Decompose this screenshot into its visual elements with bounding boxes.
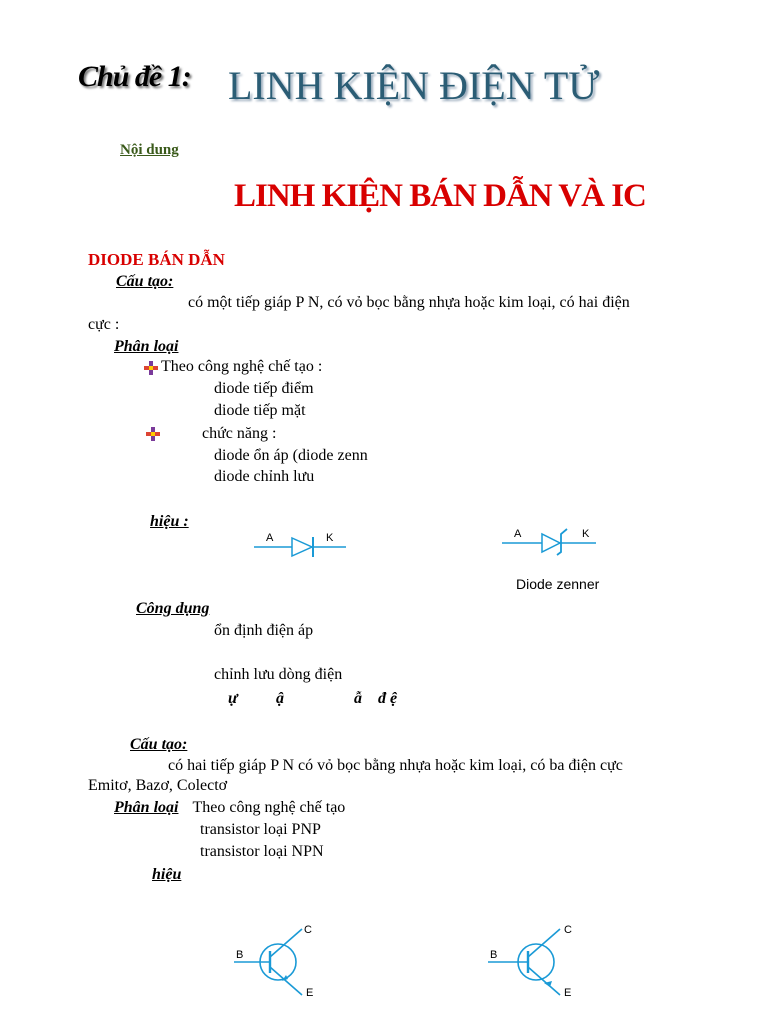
rectifier-diode-text: diode chỉnh lưu xyxy=(214,468,315,485)
transistor-structure-text: có hai tiếp giáp P N có vỏ bọc bằng nhựa hoặc kim loại, có ba điện cực xyxy=(168,757,623,774)
diode-usage-label: Công dụng xyxy=(136,600,210,617)
zener-caption: Diode zenner xyxy=(516,576,600,592)
transistor-pnp-symbol xyxy=(230,915,325,1000)
plus-bullet-icon xyxy=(144,361,158,375)
emitter-pin-label: E xyxy=(306,987,314,999)
diode-symbol-label: hiệu : xyxy=(150,513,189,530)
pnp-transistor-text: transistor loại PNP xyxy=(200,821,321,838)
zener-anode-label: A xyxy=(514,528,522,540)
plus-bullet-icon xyxy=(146,427,160,441)
collector-pin-label: C xyxy=(564,924,572,936)
subtitle: LINH KIỆN BÁN DẪN VÀ IC xyxy=(234,178,646,214)
junction-diode: diode tiếp mặt xyxy=(214,402,306,419)
collector-pin-label: C xyxy=(304,924,312,936)
diode-structure-text-2: cực : xyxy=(88,316,120,333)
transistor-classification: Phân loại Theo công nghệ chế tạo xyxy=(114,799,346,816)
diode-classification-label: Phân loại xyxy=(114,338,179,355)
tech-classification: Theo công nghệ chế tạo : xyxy=(161,358,323,375)
zener-diode-symbol xyxy=(500,522,604,562)
transistor-structure-label: Cấu tạo: xyxy=(130,736,188,753)
zener-diode-text: diode ổn áp (diode zenn xyxy=(214,447,368,464)
transistor-npn-symbol xyxy=(484,915,579,1000)
function-classification: chức năng : xyxy=(202,425,277,442)
diode-structure-label: Cấu tạo: xyxy=(116,273,174,290)
content-label: Nội dung xyxy=(120,142,179,158)
usage-rectification: chỉnh lưu dòng điện xyxy=(214,666,343,683)
diode-structure-text: có một tiếp giáp P N, có vỏ bọc bằng nhựa hoặc kim loại, có hai điện xyxy=(188,294,630,311)
emitter-pin-label: E xyxy=(564,987,572,999)
topic-label: Chủ đề 1: xyxy=(78,60,191,93)
transistor-symbol-label: hiệu xyxy=(152,866,182,883)
usage-voltage-regulation: ổn định điện áp xyxy=(214,622,314,639)
zener-cathode-label: K xyxy=(582,528,590,540)
base-pin-label: B xyxy=(236,949,244,961)
diode-symbol xyxy=(250,526,350,566)
npn-transistor-text: transistor loại NPN xyxy=(200,843,324,860)
main-title: LINH KIỆN ĐIỆN TỬ xyxy=(228,63,600,108)
cathode-label: K xyxy=(326,532,334,544)
heading-fragment: đ ệ xyxy=(378,690,398,707)
heading-fragment: ậ xyxy=(276,690,284,707)
diode-heading: DIODE BÁN DẪN xyxy=(88,250,225,269)
heading-fragment: ự xyxy=(228,690,238,707)
point-contact-diode: diode tiếp điểm xyxy=(214,380,314,397)
heading-fragment: ẫ xyxy=(354,690,362,707)
base-pin-label: B xyxy=(490,949,498,961)
transistor-structure-text-2: Emitơ, Bazơ, Colectơ xyxy=(88,777,228,794)
anode-label: A xyxy=(266,532,274,544)
